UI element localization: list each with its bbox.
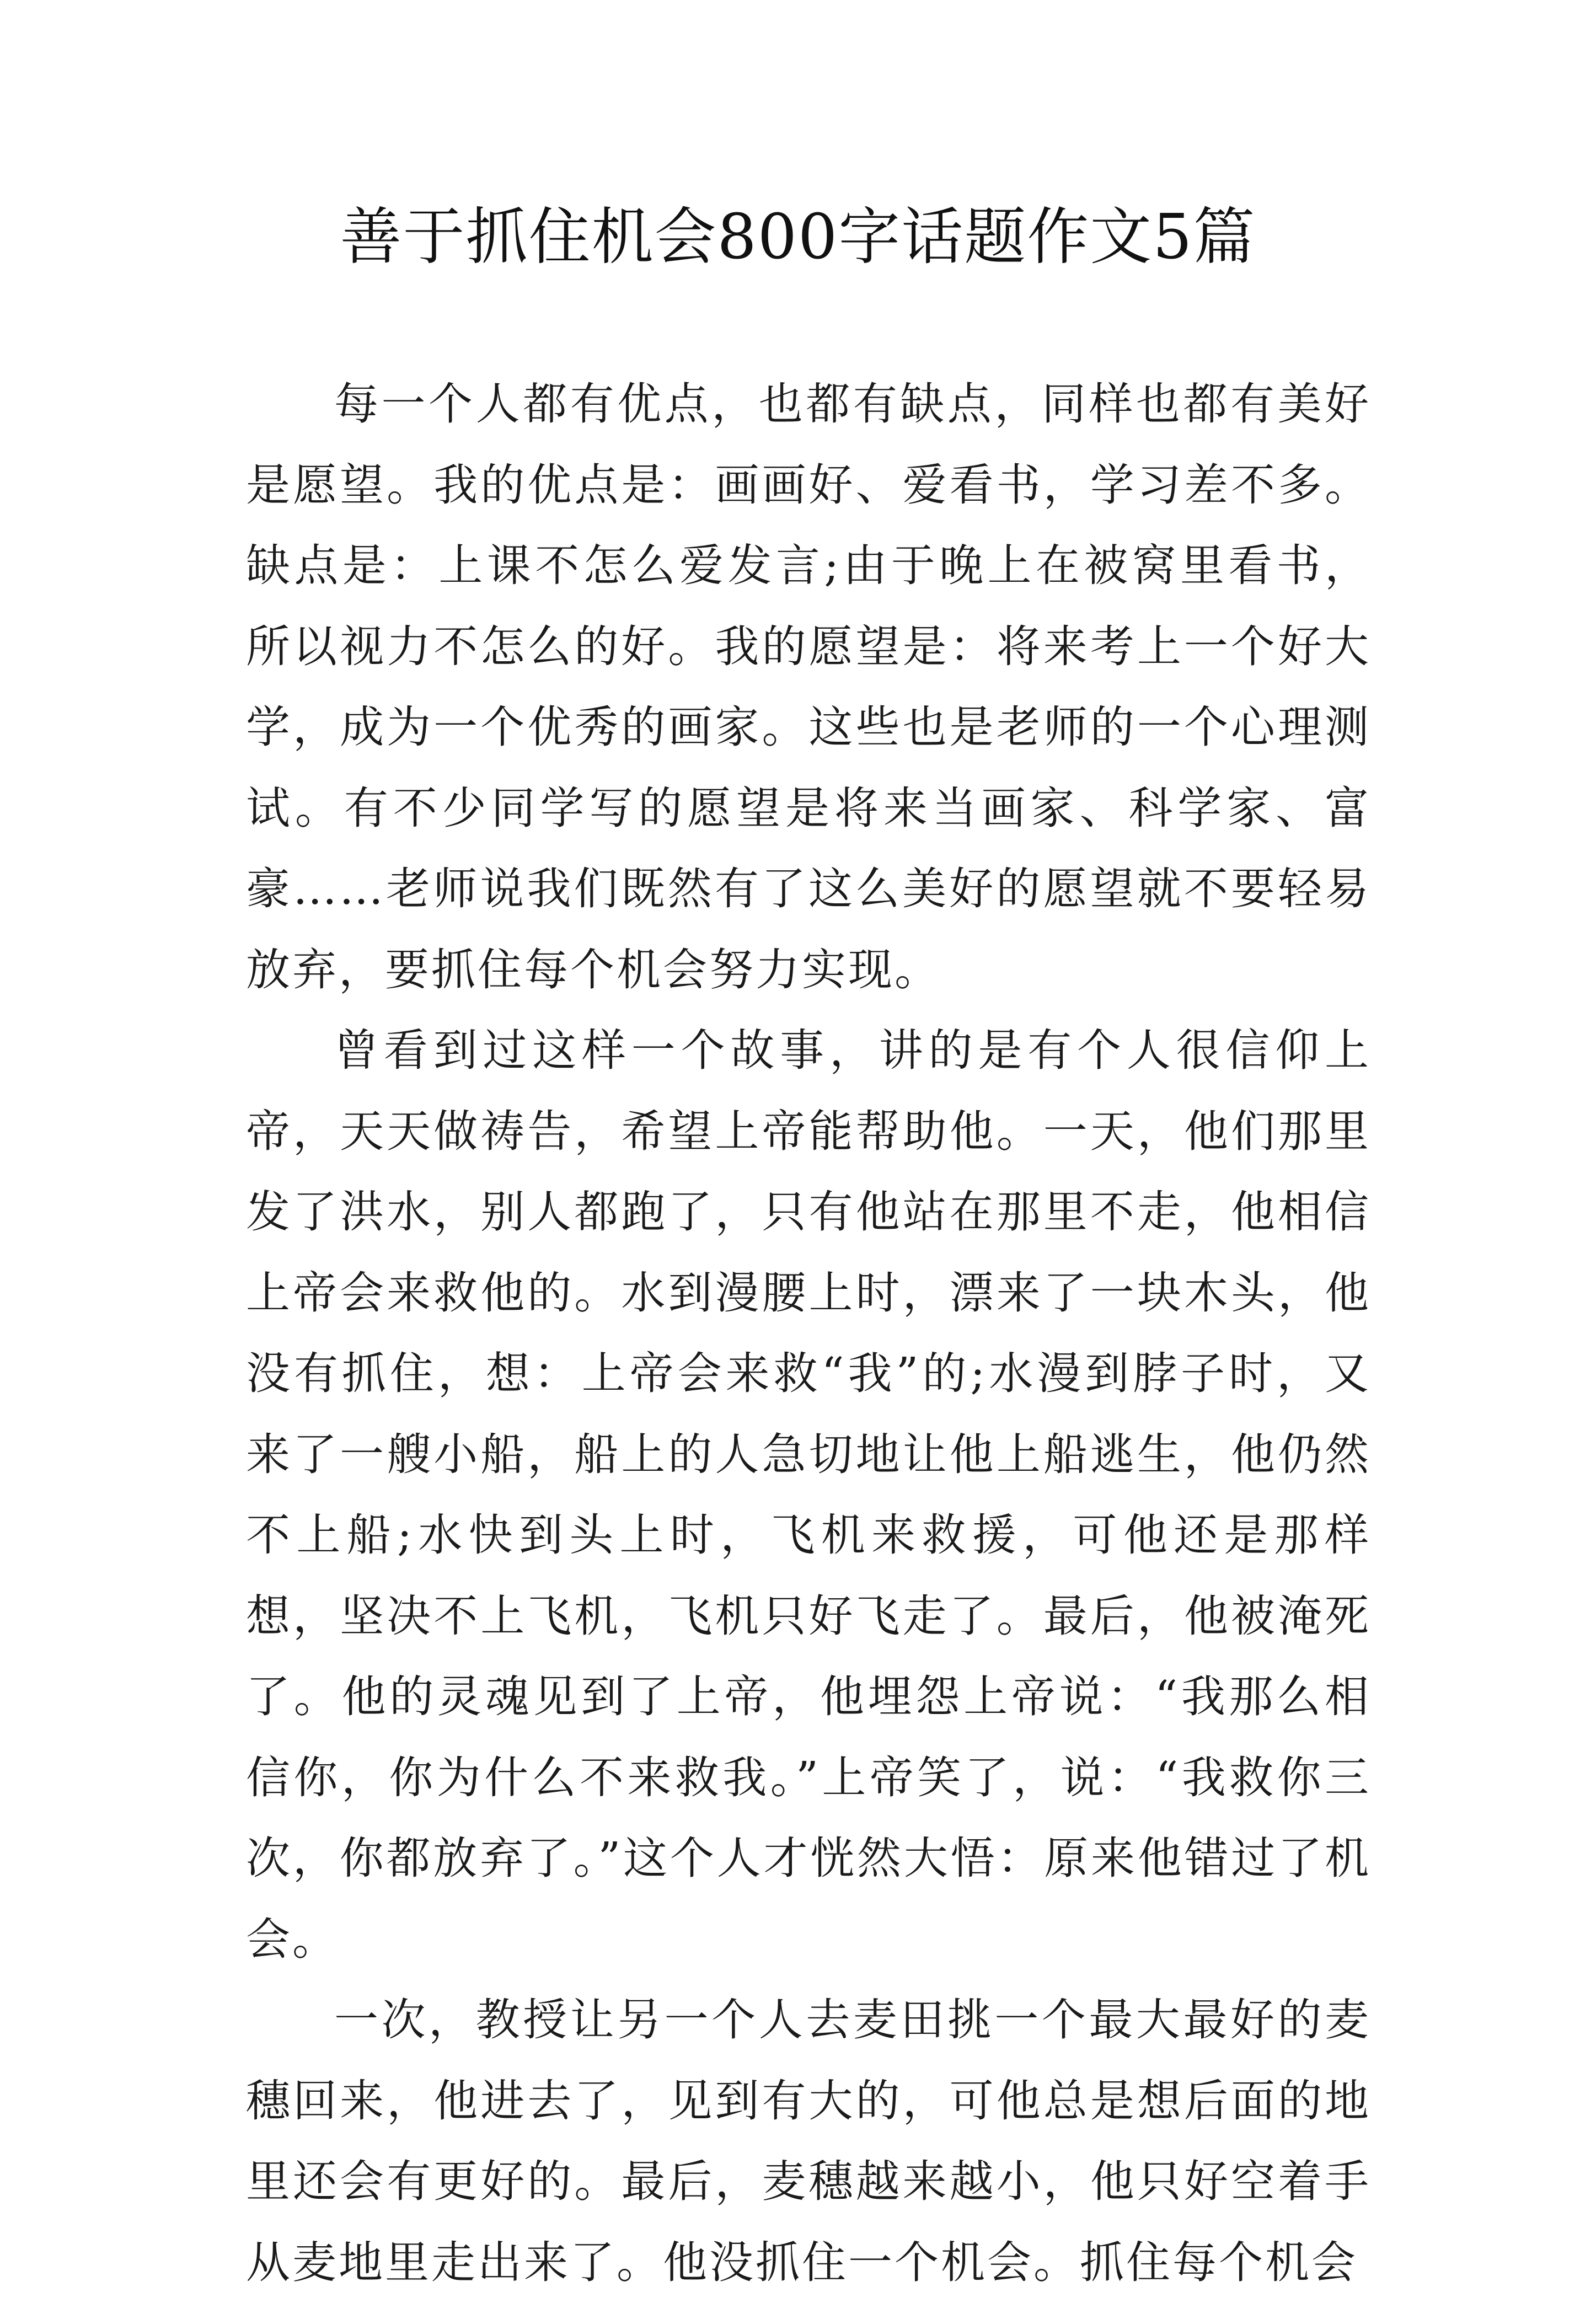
- paragraph-2: 曾看到过这样一个故事，讲的是有个人很信仰上帝，天天做祷告，希望上帝能帮助他。一天，他们那里发了洪水，别人都跑了，只有他站在那里不走，他相信上帝会来救他的。水到漫腰上时，漂来了一块木头，他没有抓住，想：上帝会来救“我”的;水漫到脖子时，又来了一艘小船，船上的人急切地让他上船逃生，他仍然不上船;水快到头上时，飞机来救援，可他还是那样想，坚决不上飞机，飞机只好飞走了。最后，他被淹死了。他的灵魂见到了上帝，他埋怨上帝说：“我那么相信你，你为什么不来救我。”上帝笑了，说：“我救你三次，你都放弃了。”这个人才恍然大悟：原来他错过了机会。: [246, 1025, 1371, 1965]
- document-title: 善于抓住机会800字话题作文5篇: [340, 201, 1256, 273]
- document-body: [246, 364, 1371, 2303]
- paragraph-3: 一次，教授让另一个人去麦田挑一个最大最好的麦穗回来，他进去了，见到有大的，可他总是想后面的地里还会有更好的。最后，麦穗越来越小，他只好空着手从麦地里走出来了。他没抓住一个机会。抓住每个机会: [246, 1994, 1371, 2288]
- paragraph-1: 每一个人都有优点，也都有缺点，同样也都有美好是愿望。我的优点是：画画好、爱看书，学习差不多。缺点是：上课不怎么爱发言;由于晚上在被窝里看书，所以视力不怎么的好。我的愿望是：将来考上一个好大学，成为一个优秀的画家。这些也是老师的一个心理测试。有不少同学写的愿望是将来当画家、科学家、富豪……老师说我们既然有了这么美好的愿望就不要轻易放弃，要抓住每个机会努力实现。: [246, 378, 1371, 995]
